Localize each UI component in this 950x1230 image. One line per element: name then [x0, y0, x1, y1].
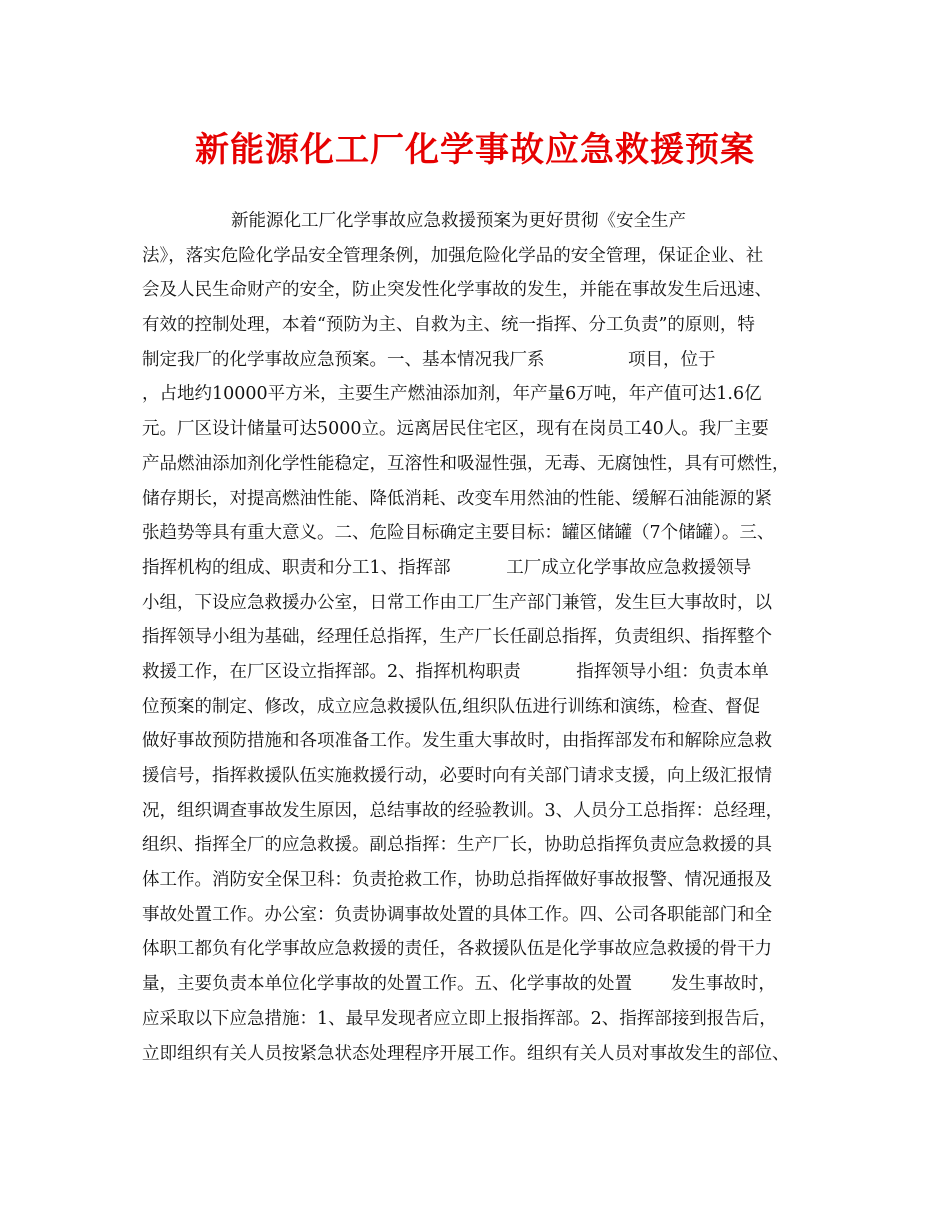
body-line: 法》，落实危险化学品安全管理条例，加强危险化学品的安全管理，保证企业、社 — [142, 245, 764, 266]
body-line: 应采取以下应急措施：1、最早发现者应立即上报指挥部。2、指挥部接到报告后， — [142, 1008, 777, 1029]
body-line: 位预案的制定、修改，成立应急救援队伍,组织队伍进行训练和演练，检查、督促 — [142, 696, 761, 717]
body-line: 做好事故预防措施和各项准备工作。发生重大事故时，由指挥部发布和解除应急救 — [142, 731, 772, 752]
body-line: 会及人民生命财产的安全，防止突发性化学事故的发生，并能在事故发生后迅速、 — [142, 280, 772, 301]
body-line: 立即组织有关人员按紧急状态处理程序开展工作。组织有关人员对事故发生的部位、 — [142, 1043, 790, 1064]
body-line: 制定我厂的化学事故应急预案。一、基本情况我厂系 项目，位于 — [142, 349, 716, 370]
body-line: 救援工作，在厂区设立指挥部。2、指挥机构职责 指挥领导小组：负责本单 — [142, 661, 769, 682]
body-line: 援信号，指挥救援队伍实施救援行动，必要时向有关部门请求支援，向上级汇报情 — [142, 766, 772, 786]
body-line: 储存期长，对提高燃油性能、降低消耗、改变车用然油的性能、缓解石油能源的紧 — [142, 488, 772, 509]
document-title: 新能源化工厂化学事故应急救援预案 — [195, 130, 755, 170]
body-line: 小组，下设应急救援办公室，日常工作由工厂生产部门兼管，发生巨大事故时，以 — [142, 592, 772, 613]
body-line: 组织、指挥全厂的应急救援。副总指挥：生产厂长，协助总指挥负责应急救援的具 — [142, 835, 772, 856]
body-line: 指挥机构的组成、职责和分工1、指挥部 工厂成立化学事故应急救援领导 — [142, 557, 752, 578]
body-line: 产品燃油添加剂化学性能稳定，互溶性和吸湿性强，无毒、无腐蚀性，具有可燃性， — [142, 453, 790, 474]
body-line: 量，主要负责本单位化学事故的处置工作。五、化学事故的处置 发生事故时， — [142, 974, 776, 995]
body-line: 况，组织调查事故发生原因，总结事故的经验教训。3、人员分工总指挥：总经理， — [142, 800, 784, 821]
body-line: 元。厂区设计储量可达5000立。远离居民住宅区，现有在岗员工40人。我厂主要 — [142, 419, 769, 440]
body-line: 有效的控制处理，本着“预防为主、自救为主、统一指挥、分工负责”的原则，特 — [142, 315, 755, 336]
body-line: 体职工都负有化学事故应急救援的责任，各救援队伍是化学事故应急救援的骨干力 — [142, 939, 772, 960]
body-line: 事故处置工作。办公室：负责协调事故处置的具体工作。四、公司各职能部门和全 — [142, 904, 772, 925]
body-line: 张趋势等具有重大意义。二、危险目标确定主要目标：罐区储罐（7个储罐）。三、 — [142, 523, 775, 544]
body-line: 指挥领导小组为基础，经理任总指挥，生产厂长任副总指挥，负责组织、指挥整个 — [142, 627, 772, 648]
body-line: 新能源化工厂化学事故应急救援预案为更好贯彻《安全生产 — [142, 211, 687, 231]
document-body — [142, 204, 822, 1071]
body-line: 体工作。消防安全保卫科：负责抢救工作，协助总指挥做好事故报警、情况通报及 — [142, 870, 772, 891]
body-line: ，占地约10000平方米，主要生产燃油添加剂，年产量6万吨，年产值可达1.6亿 — [142, 384, 762, 405]
